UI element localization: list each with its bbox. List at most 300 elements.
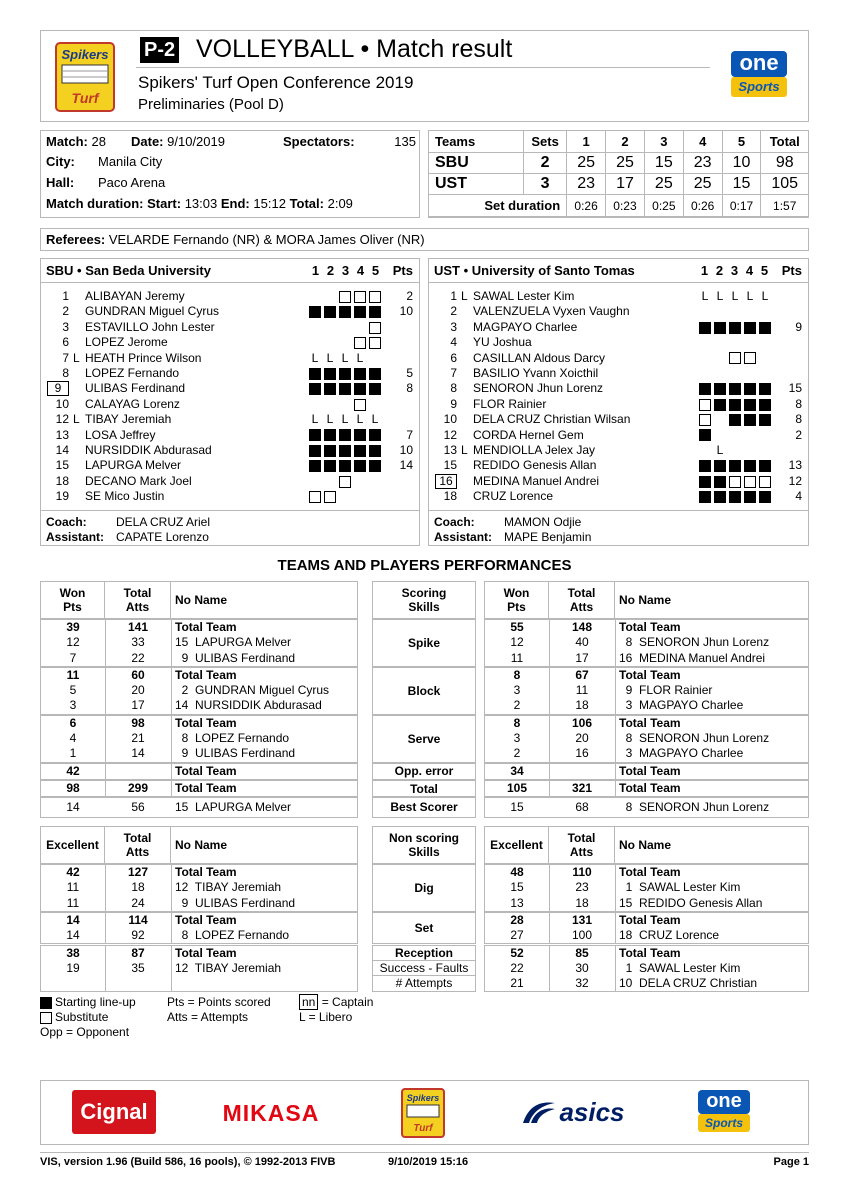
captain-mark: nn bbox=[299, 994, 318, 1010]
empty-set-slot bbox=[729, 429, 741, 441]
perf-cell: 11 bbox=[575, 683, 589, 698]
perf-cell: 21 bbox=[510, 976, 524, 991]
perf-cell: 17 bbox=[131, 698, 145, 713]
perf-cell: 27 bbox=[510, 928, 524, 943]
one-sports-logo bbox=[718, 40, 800, 112]
referees bbox=[46, 232, 425, 247]
perf-cell: 16 MEDINA Manuel Andrei bbox=[619, 650, 766, 665]
player-name: DECANO Mark Joel bbox=[85, 473, 192, 488]
empty-set-slot bbox=[324, 476, 336, 488]
perf-cell: 4 bbox=[69, 731, 77, 746]
perf-cell bbox=[105, 764, 171, 779]
one-sports-sponsor-logo bbox=[692, 1086, 756, 1140]
empty-set-slot bbox=[309, 476, 321, 488]
player-number: 9 bbox=[450, 396, 457, 411]
best-scorer-cell: 14 bbox=[66, 800, 80, 814]
player-row bbox=[429, 304, 808, 319]
libero-set-mark: L bbox=[311, 412, 319, 427]
player-sets bbox=[309, 381, 384, 396]
starting-square-icon bbox=[369, 460, 381, 472]
perf-cell: Total Team bbox=[619, 667, 681, 682]
player-sets bbox=[309, 474, 384, 489]
perf-cell: 33 bbox=[131, 635, 145, 650]
perf-cell: 15 LAPURGA Melver bbox=[175, 635, 292, 650]
substitute-square-icon bbox=[729, 352, 741, 364]
skill-name: Opp. error bbox=[394, 764, 454, 779]
starting-square-icon bbox=[744, 399, 756, 411]
perf-header-cell: Excellent bbox=[41, 827, 105, 863]
hall-value: Paco Arena bbox=[98, 175, 166, 190]
set-duration-cell: 0:25 bbox=[644, 195, 683, 217]
perf-cell: Total Team bbox=[619, 865, 681, 879]
perf-group bbox=[484, 619, 809, 667]
starting-square-icon bbox=[759, 383, 771, 395]
competition-name: Spikers' Turf Open Conference 2019 bbox=[138, 73, 414, 92]
empty-set-slot bbox=[759, 306, 771, 318]
perf-group bbox=[40, 864, 358, 912]
total-label: Total: bbox=[289, 196, 324, 211]
starting-square-icon bbox=[339, 460, 351, 472]
player-name: YU Joshua bbox=[473, 335, 532, 350]
score-team-row bbox=[429, 174, 809, 195]
starting-square-icon bbox=[714, 491, 726, 503]
player-name: SENORON Jhun Lorenz bbox=[473, 381, 604, 396]
player-number: 12 bbox=[55, 412, 69, 427]
end-label: End: bbox=[220, 196, 250, 211]
empty-set-slot bbox=[759, 429, 771, 441]
score-cell: 15 bbox=[722, 174, 761, 195]
header-rule bbox=[136, 67, 710, 68]
perf-cell: 14 bbox=[66, 912, 80, 927]
player-number: 16 bbox=[435, 474, 457, 489]
player-row bbox=[41, 304, 419, 319]
player-row bbox=[429, 489, 808, 504]
perf-cell: 22 bbox=[510, 960, 524, 975]
coach-row bbox=[46, 515, 210, 529]
set-headers bbox=[697, 263, 808, 278]
set-duration-cell: 0:17 bbox=[722, 195, 761, 217]
pts-header: Pts bbox=[392, 263, 413, 278]
empty-set-slot bbox=[309, 322, 321, 334]
starting-square-icon bbox=[744, 491, 756, 503]
libero-set-mark: L bbox=[716, 289, 724, 303]
starting-square-icon bbox=[354, 429, 366, 441]
starting-square-icon bbox=[369, 306, 381, 318]
perf-cell: 85 bbox=[575, 945, 589, 960]
empty-set-slot bbox=[699, 368, 711, 380]
perf-cell: 9 FLOR Rainier bbox=[619, 683, 713, 698]
legend-starting: Starting line-up bbox=[55, 995, 136, 1009]
player-number: 1 bbox=[450, 289, 457, 303]
player-sets bbox=[309, 335, 384, 350]
perf-cell: 60 bbox=[131, 667, 145, 682]
perf-cell: Total Team bbox=[619, 763, 681, 778]
perf-cell: Total Team bbox=[619, 620, 681, 634]
substitute-square-icon bbox=[729, 476, 741, 488]
perf-cell: 105 bbox=[506, 781, 528, 795]
player-row bbox=[429, 428, 808, 443]
empty-set-slot bbox=[759, 352, 771, 364]
substitute-square-icon bbox=[339, 291, 351, 303]
header-ust bbox=[484, 826, 809, 864]
perf-cell bbox=[549, 764, 615, 779]
starting-square-icon bbox=[759, 491, 771, 503]
player-row bbox=[41, 351, 419, 366]
perf-cell: 92 bbox=[131, 928, 145, 943]
score-cell: 23 bbox=[567, 174, 606, 195]
page-code-badge bbox=[140, 37, 179, 63]
player-sets bbox=[309, 489, 384, 504]
player-points: 5 bbox=[406, 366, 413, 380]
player-row bbox=[41, 366, 419, 381]
sports-word: Sports bbox=[731, 77, 787, 97]
player-name: CRUZ Lorence bbox=[473, 489, 554, 504]
perf-cell: 18 bbox=[131, 880, 145, 895]
perf-cell: 98 bbox=[66, 781, 80, 795]
starting-square-icon bbox=[369, 383, 381, 395]
libero-set-mark: L bbox=[356, 412, 364, 427]
starting-square-icon bbox=[369, 429, 381, 441]
score-cell: 4 bbox=[683, 131, 722, 153]
empty-set-slot bbox=[714, 414, 726, 426]
perf-cell: 11 bbox=[66, 880, 80, 895]
starting-square-icon bbox=[354, 306, 366, 318]
player-points: 7 bbox=[406, 427, 413, 442]
score-cell: UST bbox=[429, 174, 524, 195]
player-sets bbox=[309, 412, 384, 427]
player-number: 2 bbox=[450, 304, 457, 319]
player-row bbox=[41, 320, 419, 335]
skills-header-text: Scoring Skills bbox=[401, 586, 447, 614]
perf-group bbox=[40, 715, 358, 763]
player-name: LOPEZ Jerome bbox=[85, 335, 168, 350]
starting-square-icon bbox=[339, 445, 351, 457]
skills-header bbox=[372, 826, 476, 864]
perf-cell: 11 bbox=[510, 650, 524, 665]
player-sets bbox=[699, 474, 774, 489]
player-sets bbox=[699, 397, 774, 412]
perf-cell: Total Team bbox=[619, 781, 681, 795]
perf-header-cell: No Name bbox=[175, 838, 228, 852]
best-scorer-cell: 8 SENORON Jhun Lorenz bbox=[619, 800, 770, 814]
player-row bbox=[41, 289, 419, 304]
cignal-text: Cignal bbox=[80, 1099, 148, 1124]
player-row bbox=[41, 489, 419, 504]
player-name: MAGPAYO Charlee bbox=[473, 319, 578, 334]
player-row bbox=[41, 397, 419, 412]
mikasa-logo bbox=[206, 1096, 336, 1130]
coach-name: MAMON Odjie bbox=[504, 515, 582, 529]
player-name: ULIBAS Ferdinand bbox=[85, 381, 186, 396]
perf-cell: 48 bbox=[510, 865, 524, 879]
footer-page: Page 1 bbox=[773, 1156, 809, 1168]
set-number: 2 bbox=[715, 263, 724, 278]
legend-captain: = Captain bbox=[321, 995, 374, 1009]
spectators-label: Spectators: bbox=[283, 134, 355, 149]
total-time: 2:09 bbox=[327, 196, 353, 211]
pts-header: Pts bbox=[781, 263, 802, 278]
libero-set-mark: L bbox=[371, 412, 379, 427]
player-row bbox=[429, 289, 808, 304]
spikers-sponsor-word: Spikers bbox=[406, 1093, 440, 1103]
starting-square-icon bbox=[759, 460, 771, 472]
player-name: LAPURGA Melver bbox=[85, 458, 182, 473]
empty-set-slot bbox=[729, 445, 741, 457]
assistant-row bbox=[46, 530, 209, 544]
empty-set-slot bbox=[354, 491, 366, 503]
starting-square-icon bbox=[714, 476, 726, 488]
empty-set-slot bbox=[744, 306, 756, 318]
turf-sponsor-word: Turf bbox=[413, 1123, 433, 1134]
perf-cell: 18 bbox=[575, 698, 589, 713]
empty-set-slot bbox=[324, 399, 336, 411]
perf-cell: 12 bbox=[66, 635, 80, 650]
substitute-square-icon bbox=[699, 414, 711, 426]
substitute-square-icon bbox=[354, 291, 366, 303]
player-number: 1 bbox=[62, 289, 69, 303]
perf-cell: 1 SAWAL Lester Kim bbox=[619, 880, 741, 895]
set-number: 3 bbox=[730, 263, 739, 278]
empty-set-slot bbox=[699, 306, 711, 318]
player-sets bbox=[309, 428, 384, 443]
date-label: Date: bbox=[131, 134, 164, 149]
assistant-name: MAPE Benjamin bbox=[504, 530, 592, 544]
empty-set-slot bbox=[714, 306, 726, 318]
perf-cell: 24 bbox=[131, 895, 145, 910]
substitute-square-icon bbox=[339, 476, 351, 488]
perf-group bbox=[40, 667, 358, 715]
perf-group bbox=[40, 945, 358, 993]
score-cell: 23 bbox=[683, 153, 722, 174]
coach-name: DELA CRUZ Ariel bbox=[116, 515, 211, 529]
libero-set-mark: L bbox=[761, 289, 769, 303]
perf-header-cell: Total Atts bbox=[105, 582, 171, 618]
empty-set-slot bbox=[699, 337, 711, 349]
starting-square-icon bbox=[354, 368, 366, 380]
starting-square-icon bbox=[324, 383, 336, 395]
perf-group bbox=[484, 715, 809, 763]
skill-name: Dig bbox=[414, 880, 434, 895]
starting-square-icon bbox=[729, 414, 741, 426]
player-row bbox=[429, 335, 808, 350]
perf-header-cell: Total Atts bbox=[549, 582, 615, 618]
player-points: 12 bbox=[788, 473, 802, 488]
assistant-name: CAPATE Lorenzo bbox=[116, 530, 209, 544]
score-team-row bbox=[429, 153, 809, 174]
player-name: FLOR Rainier bbox=[473, 396, 547, 411]
perf-cell: 7 bbox=[69, 650, 77, 665]
footer-date: 9/10/2019 15:16 bbox=[388, 1156, 469, 1168]
player-number: 19 bbox=[55, 489, 69, 504]
perf-cell: 3 MAGPAYO Charlee bbox=[619, 698, 744, 713]
skills-header-text: Non scoring Skills bbox=[388, 831, 459, 859]
score-cell: 25 bbox=[683, 174, 722, 195]
player-sets bbox=[699, 458, 774, 473]
player-number: 18 bbox=[55, 473, 69, 488]
perf-cell: 9 ULIBAS Ferdinand bbox=[175, 895, 296, 910]
mikasa-text: MIKASA bbox=[222, 1099, 320, 1126]
libero-mark: L bbox=[73, 350, 80, 365]
substitute-square-icon bbox=[699, 399, 711, 411]
perf-cell: Total Team bbox=[175, 945, 237, 960]
player-name: VALENZUELA Vyxen Vaughn bbox=[473, 304, 630, 319]
player-row bbox=[41, 428, 419, 443]
player-sets bbox=[699, 381, 774, 396]
perf-group bbox=[484, 780, 809, 797]
starting-square-icon bbox=[354, 383, 366, 395]
perf-cell: 28 bbox=[510, 912, 524, 927]
player-sets bbox=[309, 289, 384, 304]
match-label: Match: bbox=[46, 134, 88, 149]
substitute-square-icon bbox=[369, 291, 381, 303]
perf-cell: 22 bbox=[131, 650, 145, 665]
libero-mark: L bbox=[461, 443, 468, 457]
perf-group bbox=[484, 945, 809, 993]
perf-cell: 10 DELA CRUZ Christian bbox=[619, 976, 758, 991]
perf-cell: 18 CRUZ Lorence bbox=[619, 928, 720, 943]
empty-set-slot bbox=[729, 368, 741, 380]
end-time: 15:12 bbox=[253, 196, 286, 211]
starting-square-icon bbox=[324, 368, 336, 380]
perf-cell: 67 bbox=[575, 667, 589, 682]
skill-cell bbox=[372, 619, 476, 667]
page-code: P-2 bbox=[144, 39, 176, 61]
perf-cell: 100 bbox=[571, 928, 593, 943]
empty-set-slot bbox=[309, 337, 321, 349]
perf-cell: 12 bbox=[510, 635, 524, 650]
header-sbu bbox=[40, 581, 358, 619]
skill-cell bbox=[372, 864, 476, 912]
empty-set-slot bbox=[729, 337, 741, 349]
player-row bbox=[429, 351, 808, 366]
perf-cell: 3 MAGPAYO Charlee bbox=[619, 746, 744, 761]
referees-label: Referees: bbox=[46, 232, 106, 247]
empty-set-slot bbox=[369, 352, 381, 364]
player-name: LOPEZ Fernando bbox=[85, 366, 180, 380]
perf-cell: 15 bbox=[510, 880, 524, 895]
perf-cell: Total Team bbox=[175, 715, 237, 730]
team-name: UST • University of Santo Tomas bbox=[434, 263, 635, 278]
referees-value: VELARDE Fernando (NR) & MORA James Oliver (NR) bbox=[108, 232, 425, 247]
player-row bbox=[429, 458, 808, 473]
score-cell: Teams bbox=[429, 131, 524, 153]
player-row bbox=[429, 366, 808, 381]
perf-cell: 3 bbox=[513, 731, 521, 746]
perf-cell: 2 GUNDRAN Miguel Cyrus bbox=[175, 683, 330, 698]
perf-cell: Total Team bbox=[619, 912, 681, 927]
starting-square-icon bbox=[729, 322, 741, 334]
team-header bbox=[429, 259, 808, 283]
starting-square-icon bbox=[324, 306, 336, 318]
start-label: Start: bbox=[147, 196, 182, 211]
legend-atts: Atts = Attempts bbox=[167, 1010, 249, 1024]
starting-square-icon bbox=[324, 429, 336, 441]
perf-cell: 42 bbox=[66, 763, 80, 778]
starting-square-icon bbox=[699, 460, 711, 472]
set-duration-row bbox=[429, 195, 809, 217]
hall-label: Hall: bbox=[46, 175, 75, 190]
duration-label: Match duration: bbox=[46, 196, 144, 211]
skill-name: Set bbox=[414, 921, 434, 936]
header-sbu bbox=[40, 826, 358, 864]
starting-square-icon bbox=[744, 460, 756, 472]
perf-cell: 9 ULIBAS Ferdinand bbox=[175, 746, 296, 761]
player-points: 14 bbox=[399, 458, 413, 473]
perf-header-cell: No Name bbox=[619, 838, 672, 852]
empty-set-slot bbox=[759, 368, 771, 380]
player-number: 10 bbox=[443, 412, 457, 427]
starting-square-icon bbox=[324, 445, 336, 457]
substitute-square-icon bbox=[354, 399, 366, 411]
starting-square-icon bbox=[309, 368, 321, 380]
perf-cell: Total Team bbox=[175, 620, 237, 634]
coach-label: Coach: bbox=[46, 515, 87, 529]
substitute-square-icon bbox=[324, 491, 336, 503]
perf-cell: Total Team bbox=[175, 667, 237, 682]
perf-cell: 21 bbox=[131, 731, 145, 746]
empty-set-slot bbox=[324, 291, 336, 303]
player-row bbox=[41, 381, 419, 396]
best-scorer-row bbox=[40, 797, 358, 818]
player-sets bbox=[309, 397, 384, 412]
score-table bbox=[428, 130, 809, 217]
perf-group bbox=[484, 912, 809, 945]
skill-name: Block bbox=[407, 683, 441, 698]
match-duration bbox=[46, 196, 353, 211]
empty-set-slot bbox=[714, 429, 726, 441]
player-points: 13 bbox=[788, 458, 802, 473]
set-number: 1 bbox=[311, 263, 320, 278]
set-duration-cell: 0:23 bbox=[606, 195, 645, 217]
perf-cell: 1 bbox=[69, 746, 77, 761]
player-name: SAWAL Lester Kim bbox=[473, 289, 575, 303]
legend bbox=[40, 995, 440, 1043]
starting-square-icon bbox=[729, 460, 741, 472]
perf-cell: 8 bbox=[513, 667, 521, 682]
empty-set-slot bbox=[369, 491, 381, 503]
perf-cell: 299 bbox=[127, 781, 149, 795]
perf-cell: 11 bbox=[66, 895, 80, 910]
player-points: 2 bbox=[406, 289, 413, 303]
perf-group bbox=[40, 912, 358, 945]
perf-cell: 19 bbox=[66, 960, 80, 975]
empty-set-slot bbox=[354, 322, 366, 334]
starting-square-icon bbox=[339, 383, 351, 395]
player-row bbox=[429, 381, 808, 396]
perf-cell: 16 bbox=[575, 746, 589, 761]
empty-set-slot bbox=[369, 399, 381, 411]
starting-square-icon bbox=[369, 445, 381, 457]
spectators-value: 135 bbox=[394, 134, 416, 149]
set-number: 1 bbox=[700, 263, 709, 278]
perf-cell: 11 bbox=[66, 667, 80, 682]
asics-logo bbox=[512, 1092, 632, 1132]
skill-cell bbox=[372, 780, 476, 797]
score-cell: SBU bbox=[429, 153, 524, 174]
player-number: 8 bbox=[62, 366, 69, 380]
starting-square-icon bbox=[699, 476, 711, 488]
substitute-square-icon bbox=[744, 352, 756, 364]
team-header bbox=[41, 259, 419, 283]
starting-square-icon bbox=[339, 368, 351, 380]
player-points: 8 bbox=[406, 381, 413, 396]
empty-set-slot bbox=[714, 368, 726, 380]
starting-square-icon bbox=[744, 322, 756, 334]
player-number: 18 bbox=[443, 489, 457, 504]
perf-cell: 18 bbox=[575, 895, 589, 910]
perf-cell: 42 bbox=[66, 865, 80, 879]
libero-set-mark: L bbox=[326, 412, 334, 427]
